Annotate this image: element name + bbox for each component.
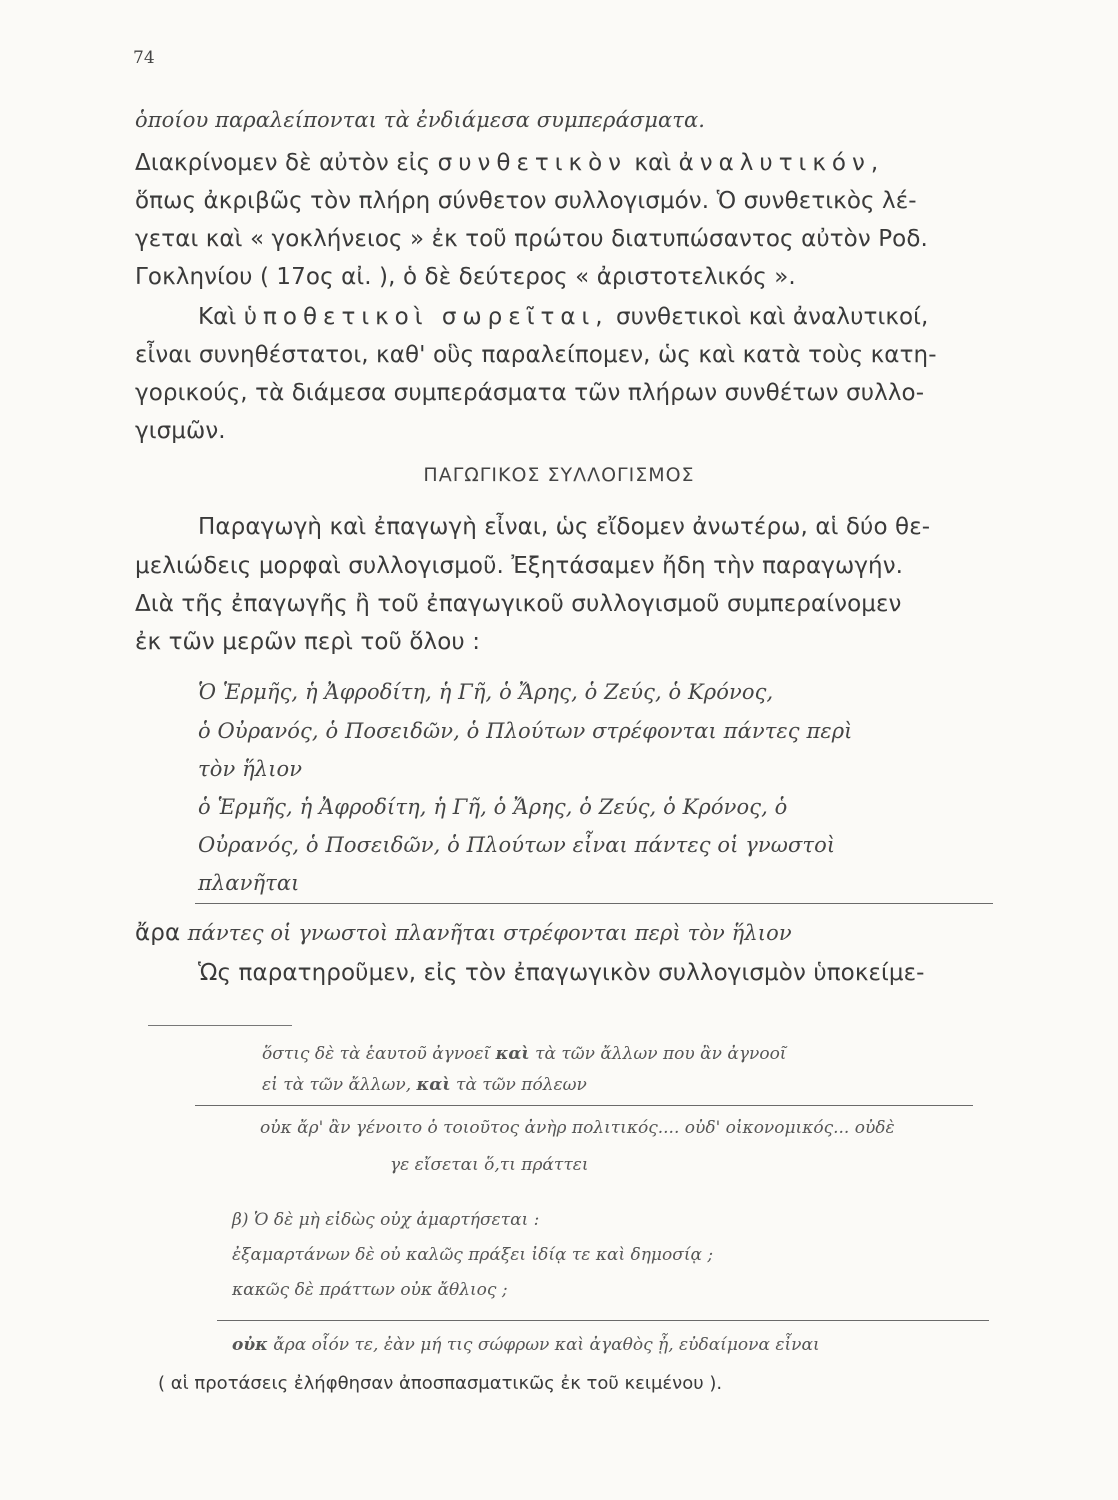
syllogism-rule (195, 903, 993, 904)
page-number: 74 (133, 48, 155, 68)
spaced-term: ὑποθετικοὶ σωρεῖται, (243, 304, 609, 330)
premise-line: ὁ Ἑρμῆς, ἡ Ἀφροδίτη, ἡ Γῆ, ὁ Ἄρης, ὁ Ζεύς, ὁ Κρόνος, ὁ (198, 795, 788, 819)
body-line (198, 304, 928, 330)
footnote-line: οὐκ ἄρ' ἂν γένοιτο ὁ τοιοῦτος ἀνὴρ πολιτικός.... οὐδ' οἰκονομικός... οὐδὲ (260, 1118, 895, 1138)
premise-line: Ὁ Ἑρμῆς, ἡ Ἀφροδίτη, ἡ Γῆ, ὁ Ἄρης, ὁ Ζεύς, ὁ Κρόνος, (198, 680, 774, 704)
section-heading: ΠΑΓΩΓΙΚΟΣ ΣΥΛΛΟΓΙΣΜΟΣ (423, 464, 695, 486)
bold-word: καὶ (495, 1044, 530, 1064)
premise-line: Οὐρανός, ὁ Ποσειδῶν, ὁ Πλούτων εἶναι πάντες οἱ γνωστοὶ (198, 833, 836, 857)
spaced-term: ἀναλυτικόν, (678, 150, 885, 176)
conclusion-line (135, 920, 792, 946)
body-line (135, 150, 884, 176)
footnote-line: κακῶς δὲ πράττων οὐκ ἄθλιος ; (232, 1280, 508, 1300)
footnote-line: οὐκ ἄρα οἷόν τε, ἐὰν μή τις σώφρων καὶ ἀγαθὸς ᾖ, εὐδαίμονα εἶναι (232, 1335, 820, 1355)
body-line: ἐκ τῶν μερῶν περὶ τοῦ ὅλου : (135, 629, 481, 655)
body-line: Παραγωγὴ καὶ ἐπαγωγὴ εἶναι, ὡς εἴδομεν ἀνωτέρω, αἱ δύο θε- (198, 514, 931, 540)
body-line: ὅπως ἀκριβῶς τὸν πλήρη σύνθετον συλλογισμόν. Ὁ συνθετικὸς λέ- (135, 188, 917, 214)
body-text: Καὶ (198, 304, 244, 330)
body-line: γισμῶν. (135, 418, 226, 444)
footnote-line: ὅστις δὲ τὰ ἑαυτοῦ ἀγνοεῖ καὶ τὰ τῶν ἄλλων που ἂν ἀγνοοῖ (262, 1044, 787, 1064)
body-line: γορικούς, τὰ διάμεσα συμπεράσματα τῶν πλήρων συνθέτων συλλο- (135, 380, 925, 406)
body-line: Διὰ τῆς ἐπαγωγῆς ἢ τοῦ ἐπαγωγικοῦ συλλογισμοῦ συμπεραίνομεν (135, 591, 902, 617)
body-line: Ὡς παρατηροῦμεν, εἰς τὸν ἐπαγωγικὸν συλλογισμὸν ὑποκείμε- (198, 960, 925, 986)
footnote-separator (148, 1025, 292, 1026)
body-text: ἄρα (135, 920, 188, 946)
footnote-line: ἐξαμαρτάνων δὲ οὐ καλῶς πράξει ἰδίᾳ τε καὶ δημοσίᾳ ; (232, 1245, 714, 1265)
premise-line: ὁ Οὐρανός, ὁ Ποσειδῶν, ὁ Πλούτων στρέφονται πάντες περὶ (198, 719, 853, 743)
body-text: Διακρίνομεν δὲ αὐτὸν εἰς (135, 150, 438, 176)
footnote-source-note: ( αἱ προτάσεις ἐλήφθησαν ἀποσπασματικῶς ἐκ τοῦ κειμένου ). (158, 1373, 723, 1394)
conclusion-text: πάντες οἱ γνωστοὶ πλανῆται στρέφονται περὶ τὸν ἥλιον (187, 921, 792, 945)
body-line: εἶναι συνηθέστατοι, καθ' οὓς παραλείπομεν, ὡς καὶ κατὰ τοὺς κατη- (135, 342, 937, 368)
footnote-line: εἰ τὰ τῶν ἄλλων, καὶ τὰ τῶν πόλεων (262, 1075, 587, 1095)
premise-line: πλανῆται (198, 871, 300, 895)
bold-word: καὶ (416, 1075, 451, 1095)
body-line: γεται καὶ « γοκλήνειος » ἐκ τοῦ πρώτου διατυπώσαντος αὐτὸν Ροδ. (135, 226, 928, 252)
footnote-rule (217, 1320, 989, 1321)
bold-word: οὐκ (232, 1335, 268, 1355)
footnote-line: γε εἴσεται ὅ,τι πράττει (390, 1155, 589, 1175)
body-text: καὶ (627, 150, 679, 176)
body-line: Γοκληνίου ( 17ος αἰ. ), ὁ δὲ δεύτερος « ἀριστοτελικός ». (135, 264, 796, 290)
body-line: μελιώδεις μορφαὶ συλλογισμοῦ. Ἐξητάσαμεν ἤδη τὴν παραγωγήν. (135, 553, 904, 579)
body-line: ὁποίου παραλείπονται τὰ ἐνδιάμεσα συμπεράσματα. (135, 108, 706, 132)
premise-line: τὸν ἥλιον (198, 757, 303, 781)
spaced-term: συνθετικὸν (437, 150, 627, 176)
footnote-line: β) Ὁ δὲ μὴ εἰδὼς οὐχ ἁμαρτήσεται : (232, 1210, 540, 1230)
body-text: συνθετικοὶ καὶ ἀναλυτικοί, (608, 304, 929, 330)
footnote-rule (195, 1105, 973, 1106)
